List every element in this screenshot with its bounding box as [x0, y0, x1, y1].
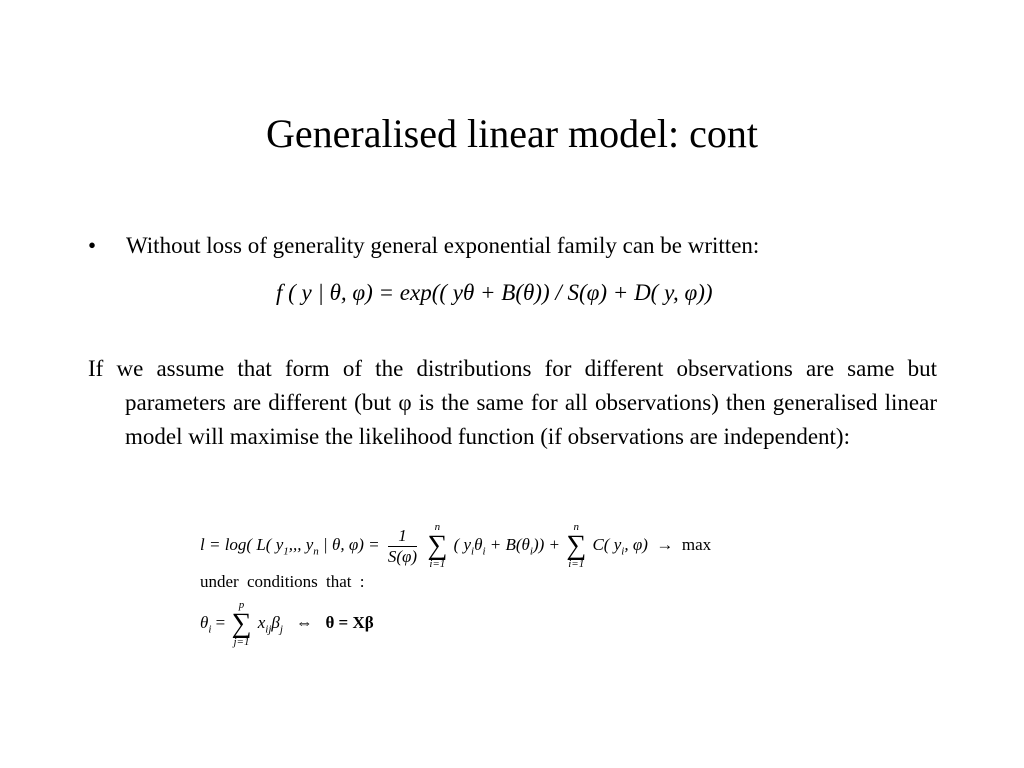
eq3-x-sub: ij: [265, 623, 272, 636]
eq3-theta-sub: i: [208, 623, 212, 636]
eq3-sum: [232, 600, 252, 648]
eq3-beta: β: [271, 612, 280, 632]
eq2-fraction: [388, 526, 417, 567]
eq2-term1-sub: i: [471, 545, 475, 558]
eq2-lhs-sub1: 1: [283, 545, 289, 558]
eq2-arrow: →: [656, 534, 674, 554]
eq2-term2-end: , φ): [624, 534, 648, 554]
eq3-equals: =: [211, 612, 230, 632]
eq2-frac-den: S(φ): [387, 546, 418, 566]
eq3-sum-top: p: [238, 599, 245, 611]
bullet-mark: •: [88, 233, 97, 258]
eq2-sum2-symbol: ∑: [566, 530, 587, 561]
eq2-lhs: l = log( L( y: [200, 534, 284, 554]
log-likelihood-equation: [200, 505, 820, 575]
exponential-family-equation: f ( y | θ, φ) = exp(( yθ + B(θ)) / S(φ) + D( y, φ)): [276, 280, 713, 305]
eq2-lhs-end: | θ, φ) =: [318, 534, 380, 554]
eq2-term2: C( y: [592, 534, 622, 554]
bullet-text: Without loss of generality general exponential family can be written:: [126, 233, 760, 258]
eq2-lhs-subn: n: [313, 545, 319, 558]
paragraph-text: If we assume that form of the distributions for different observations are same but parameters are different (but φ is the same for all observations) then generalised linear model will maximise the likelihood function (if observations are independent):: [88, 356, 937, 449]
eq3-vector-form: θ = Xβ: [325, 612, 374, 632]
eq2-sum1-symbol: ∑: [427, 530, 448, 561]
log-likelihood-row: [200, 522, 711, 570]
eq3-beta-sub: j: [279, 623, 283, 636]
eq3-sum-bottom: j=1: [233, 636, 250, 648]
eq3-iff: ⇔: [295, 612, 313, 632]
eq2-sum2-bottom: i=1: [568, 558, 585, 570]
linear-predictor-equation: [200, 600, 374, 648]
eq2-term1: ( y: [453, 534, 472, 554]
eq3-sum-symbol: ∑: [231, 608, 252, 639]
eq3-theta: θ: [200, 612, 209, 632]
eq2-sum2-top: n: [573, 521, 579, 533]
eq2-sum1-bottom: i=1: [429, 558, 446, 570]
eq2-frac-num: 1: [388, 526, 417, 547]
eq2-max: max: [681, 534, 712, 554]
eq2-term2-sub: i: [621, 545, 625, 558]
likelihood-paragraph: [88, 352, 937, 454]
eq2-lhs-mid: ,,, y: [288, 534, 314, 554]
eq2-term1-c: + B(θ: [485, 534, 530, 554]
eq2-sum-1: [427, 522, 447, 570]
eq2-term1-c-sub: i: [529, 545, 533, 558]
slide-title: Generalised linear model: cont: [265, 111, 759, 156]
eq3-x: x: [257, 612, 266, 632]
under-conditions-text: under conditions that :: [200, 572, 365, 591]
eq2-sum1-top: n: [434, 521, 441, 533]
eq2-term1-end: )) +: [532, 534, 560, 554]
eq2-sum-2: [566, 522, 586, 570]
eq2-term1-b-sub: i: [482, 545, 486, 558]
eq2-term1-b: θ: [474, 534, 483, 554]
